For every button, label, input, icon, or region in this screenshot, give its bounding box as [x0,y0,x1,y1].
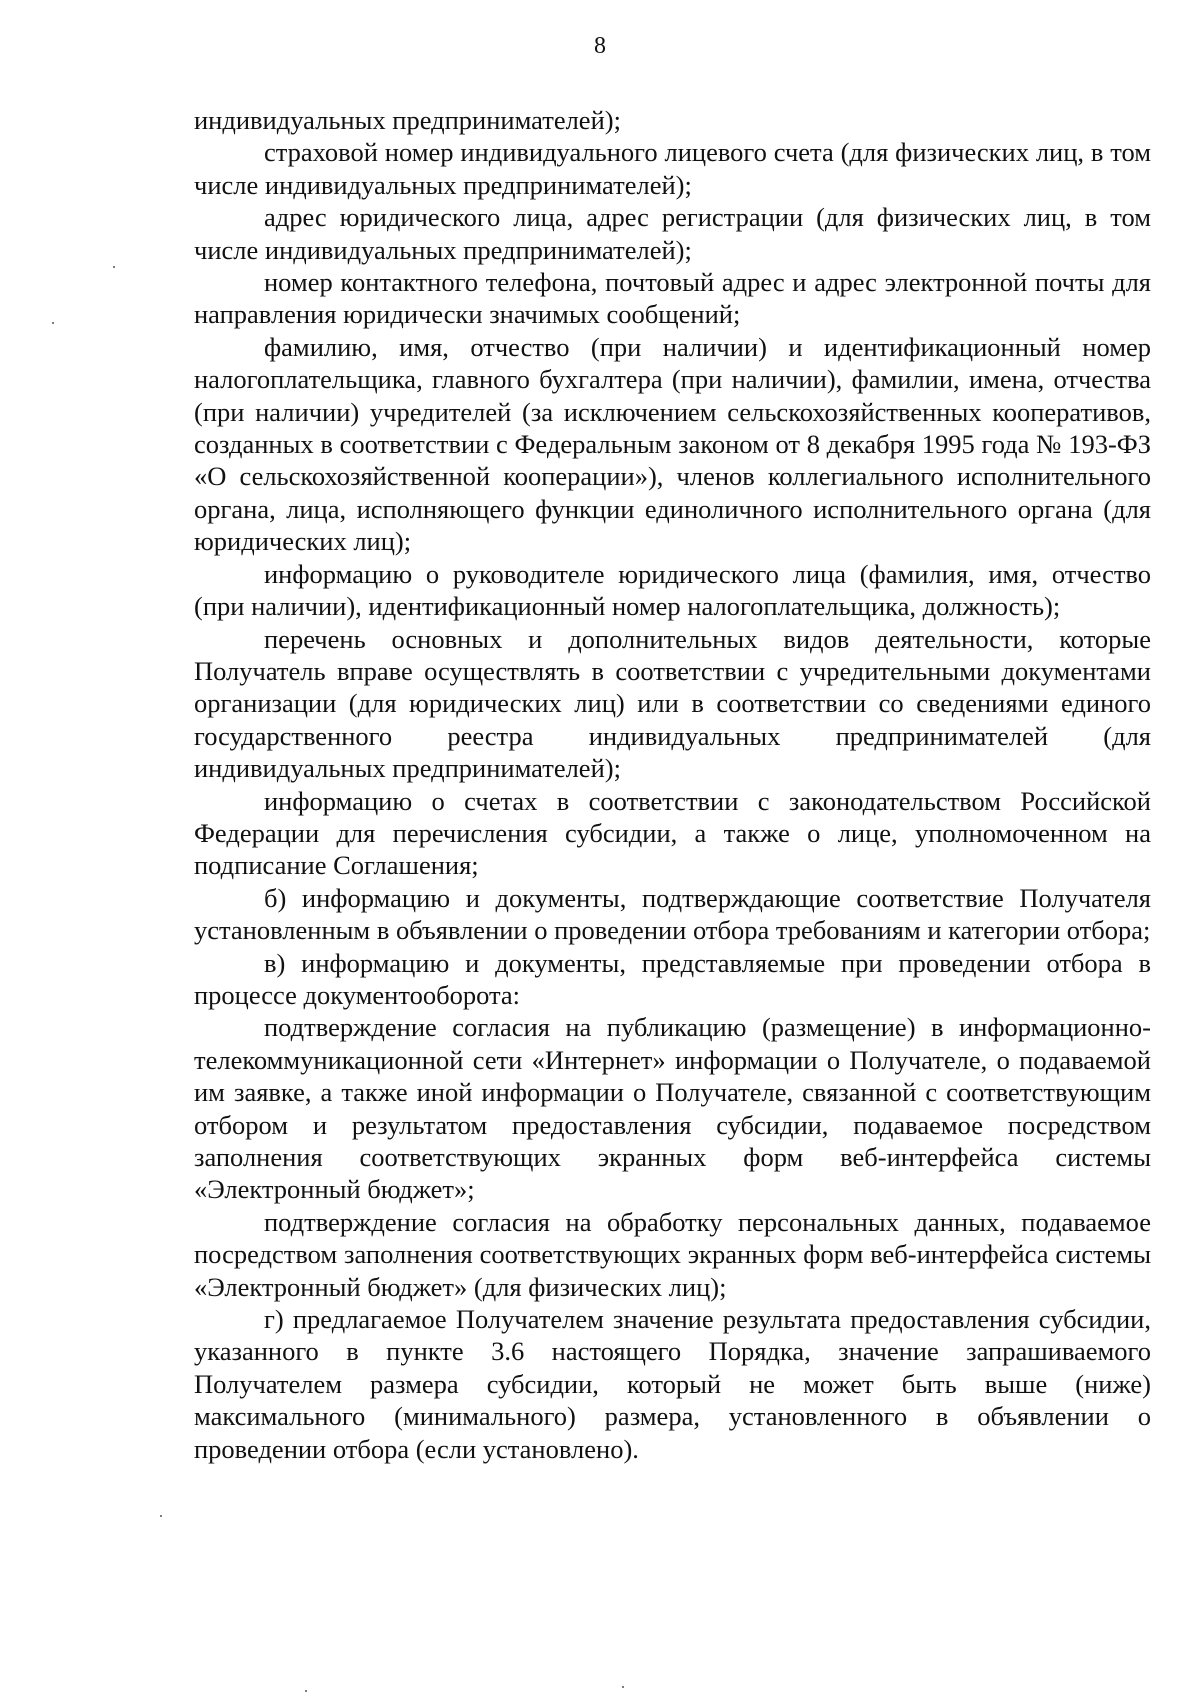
document-body [194,104,1151,1465]
page-number: 8 [594,33,606,59]
scan-speck [52,322,54,324]
scan-speck [113,266,115,268]
paragraph: индивидуальных предпринимателей); [194,105,621,135]
paragraph: подтверждение согласия на обработку персональных данных, подаваемое посредством заполнения соответствующих экранных форм веб-интерфейса системы «Электронный бюджет» (для физических лиц); [194,1206,1151,1302]
paragraph: г) предлагаемое Получателем значение результата предоставления субсидии, указанного в пункте 3.6 настоящего Порядка, значение запрашиваемого Получателем размера субсидии, который не может быть выше (ниже) максимального (минимального) размера, установленного в объявлении о проведении отбора (если установлено). [194,1304,1151,1464]
scan-speck [160,1515,162,1517]
paragraph: страховой номер индивидуального лицевого счета (для физических лиц, в том числе индивидуальных предпринимателей); [194,137,1151,200]
paragraph: номер контактного телефона, почтовый адрес и адрес электронной почты для направления юридически значимых сообщений; [194,267,1151,330]
paragraph: информацию о счетах в соответствии с законодательством Российской Федерации для перечисления субсидии, а также о лице, уполномоченном на подписание Соглашения; [194,785,1151,881]
paragraph: б) информацию и документы, подтверждающие соответствие Получателя установленным в объявлении о проведении отбора требованиям и категории отбора; [194,882,1151,946]
scan-speck [305,1690,307,1692]
paragraph: информацию о руководителе юридического лица (фамилия, имя, отчество (при наличии), идентификационный номер налогоплательщика, должность); [194,558,1151,622]
paragraph: подтверждение согласия на публикацию (размещение) в информационно-телекоммуникационной сети «Интернет» информации о Получателе, о подаваемой им заявке, а также иной информации о Получателе, связанной с соответствующим отбором и результатом предоставления субсидии, подаваемое посредством заполнения соответствующих экранных форм веб-интерфейса системы «Электронный бюджет»; [194,1012,1151,1205]
paragraph: перечень основных и дополнительных видов деятельности, которые Получатель вправе осуществлять в соответствии с учредительными документами организации (для юридических лиц) или в соответствии со сведениями единого государственного реестра индивидуальных предпринимателей (для индивидуальных предпринимателей); [194,623,1151,784]
paragraph: в) информацию и документы, представляемые при проведении отбора в процессе документооборота: [194,947,1151,1010]
scan-speck [622,1686,624,1688]
paragraph: адрес юридического лица, адрес регистрации (для физических лиц, в том числе индивидуальных предпринимателей); [194,202,1151,265]
paragraph: фамилию, имя, отчество (при наличии) и идентификационный номер налогоплательщика, главного бухгалтера (при наличии), фамилии, имена, отчества (при наличии) учредителей (за исключением сельскохозяйственных кооперативов, созданных в соответствии с Федеральным законом от 8 декабря 1995 года № 193-ФЗ «О сельскохозяйственной кооперации»), членов коллегиального исполнительного органа, лица, исполняющего функции единоличного исполнительного органа (для юридических лиц); [194,331,1151,557]
